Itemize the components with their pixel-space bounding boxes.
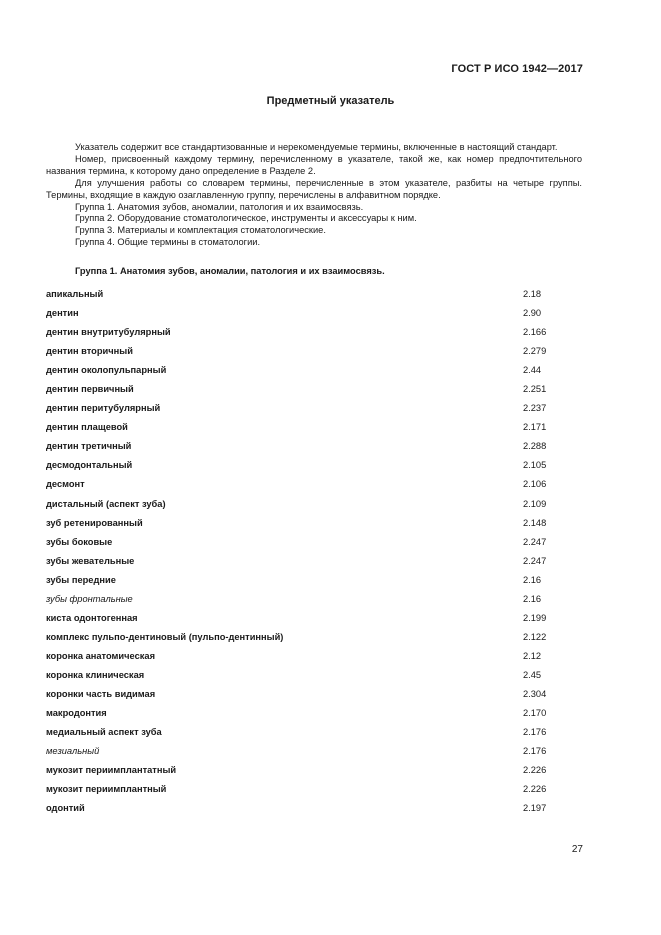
page-number: 27 — [571, 844, 583, 855]
intro-group-line: Группа 3. Материалы и комплектация стоматологические. — [75, 225, 326, 236]
index-entry — [46, 744, 586, 763]
index-term: дистальный (аспект зуба) — [46, 498, 166, 509]
index-term: комплекс пульпо-дентиновый (пульпо-дентинный) — [46, 631, 284, 642]
intro-group-line: Группа 4. Общие термины в стоматологии. — [75, 237, 261, 248]
index-term-number: 2.122 — [523, 631, 547, 642]
index-term: зубы жевательные — [46, 555, 135, 566]
index-entry — [46, 363, 586, 382]
index-term-number: 2.199 — [523, 612, 547, 623]
index-entry — [46, 573, 586, 592]
index-entry — [46, 420, 586, 439]
index-term-number: 2.251 — [523, 384, 547, 395]
index-term: коронки часть видимая — [46, 688, 156, 699]
index-term-number: 2.106 — [523, 479, 547, 490]
index-term: киста одонтогенная — [46, 612, 138, 623]
index-entry — [46, 306, 586, 325]
index-term-number: 2.176 — [523, 727, 547, 738]
index-term-number: 2.171 — [523, 422, 547, 433]
index-term-number: 2.45 — [523, 669, 542, 680]
index-term: дентин внутритубулярный — [46, 327, 171, 338]
index-entry — [46, 611, 586, 630]
index-term-number: 2.279 — [523, 346, 547, 357]
index-entry — [46, 706, 586, 725]
index-term: апикальный — [46, 289, 104, 299]
index-term: коронка анатомическая — [46, 650, 155, 661]
index-term: зубы передние — [46, 574, 116, 585]
index-entry — [46, 668, 586, 687]
index-term-number: 2.176 — [523, 746, 547, 757]
index-entry — [46, 287, 586, 306]
index-term-number: 2.105 — [523, 460, 547, 471]
index-entry — [46, 592, 586, 611]
index-entry — [46, 325, 586, 344]
standard-designation: ГОСТ Р ИСО 1942—2017 — [451, 63, 583, 75]
index-term: мезиальный — [46, 746, 100, 757]
index-term: десмодонтальный — [46, 460, 133, 471]
intro-group-line: Группа 1. Анатомия зубов, аномалии, патология и их взаимосвязь. — [75, 201, 364, 212]
index-term: одонтий — [46, 803, 85, 814]
index-term-number: 2.247 — [523, 555, 547, 566]
index-term-number: 2.90 — [523, 308, 542, 319]
index-term-number: 2.247 — [523, 536, 547, 547]
index-term-number: 2.44 — [523, 365, 542, 376]
index-term: зубы фронтальные — [46, 593, 133, 604]
index-entry — [46, 401, 586, 420]
index-entry — [46, 725, 586, 744]
index-term-number: 2.288 — [523, 441, 547, 452]
index-term-number: 2.16 — [523, 574, 542, 585]
intro-paragraph: Для улучшения работы со словарем термины, перечисленные в этом указателе, разбиты на четыре группы. Термины, входящие в каждую озаглавленную группу, перечислены в алфавитном порядке. — [46, 177, 582, 200]
intro-group-line: Группа 2. Оборудование стоматологическое, инструменты и аксессуары к ним. — [75, 213, 417, 224]
index-entry — [46, 497, 586, 516]
intro-paragraph: Номер, присвоенный каждому термину, перечисленному в указателе, такой же, как номер предпочтительного названия термина, к которому дано определение в Разделе 2. — [46, 153, 582, 176]
index-entry — [46, 477, 586, 496]
index-term: десмонт — [46, 479, 85, 490]
index-term: дентин третичный — [46, 441, 132, 452]
index-term-number: 2.16 — [523, 593, 542, 604]
index-term: дентин — [46, 308, 79, 319]
index-term-number: 2.197 — [523, 803, 547, 814]
index-entry — [46, 554, 586, 573]
index-term-number: 2.18 — [523, 289, 542, 299]
index-term: мукозит периимплантный — [46, 784, 167, 795]
index-term-number: 2.148 — [523, 517, 547, 528]
index-term: зубы боковые — [46, 536, 113, 547]
index-term-number: 2.226 — [523, 784, 547, 795]
index-entry — [46, 687, 586, 706]
index-term-number: 2.237 — [523, 403, 547, 414]
index-term: макродонтия — [46, 708, 107, 719]
page-title: Предметный указатель — [266, 95, 395, 107]
index-term: дентин первичный — [46, 384, 134, 395]
index-entry — [46, 782, 586, 801]
index-entry — [46, 458, 586, 477]
index-term-number: 2.226 — [523, 765, 547, 776]
intro-paragraph: Указатель содержит все стандартизованные и нерекомендуемые термины, включенные в настоящий стандарт. — [75, 142, 558, 152]
index-term: дентин вторичный — [46, 346, 133, 357]
index-entry — [46, 630, 586, 649]
index-term-number: 2.166 — [523, 327, 547, 338]
index-term-number: 2.12 — [523, 650, 542, 661]
index-term-number: 2.109 — [523, 498, 547, 509]
index-list — [46, 287, 586, 820]
index-entry — [46, 649, 586, 668]
intro-text — [46, 142, 582, 249]
index-term-number: 2.170 — [523, 708, 547, 719]
index-term: дентин перитубулярный — [46, 403, 161, 414]
index-entry — [46, 763, 586, 782]
index-entry — [46, 382, 586, 401]
index-term: дентин околопульпарный — [46, 365, 167, 376]
index-term-number: 2.304 — [523, 688, 547, 699]
index-term: дентин плащевой — [46, 422, 128, 433]
index-entry — [46, 801, 586, 820]
index-term: коронка клиническая — [46, 669, 145, 680]
index-term: медиальный аспект зуба — [46, 727, 162, 738]
group-heading: Группа 1. Анатомия зубов, аномалии, патология и их взаимосвязь. — [75, 266, 385, 276]
index-entry — [46, 344, 586, 363]
index-entry — [46, 535, 586, 554]
index-term: зуб ретенированный — [46, 517, 143, 528]
index-entry — [46, 516, 586, 535]
index-entry — [46, 439, 586, 458]
index-term: мукозит периимплантатный — [46, 765, 177, 776]
